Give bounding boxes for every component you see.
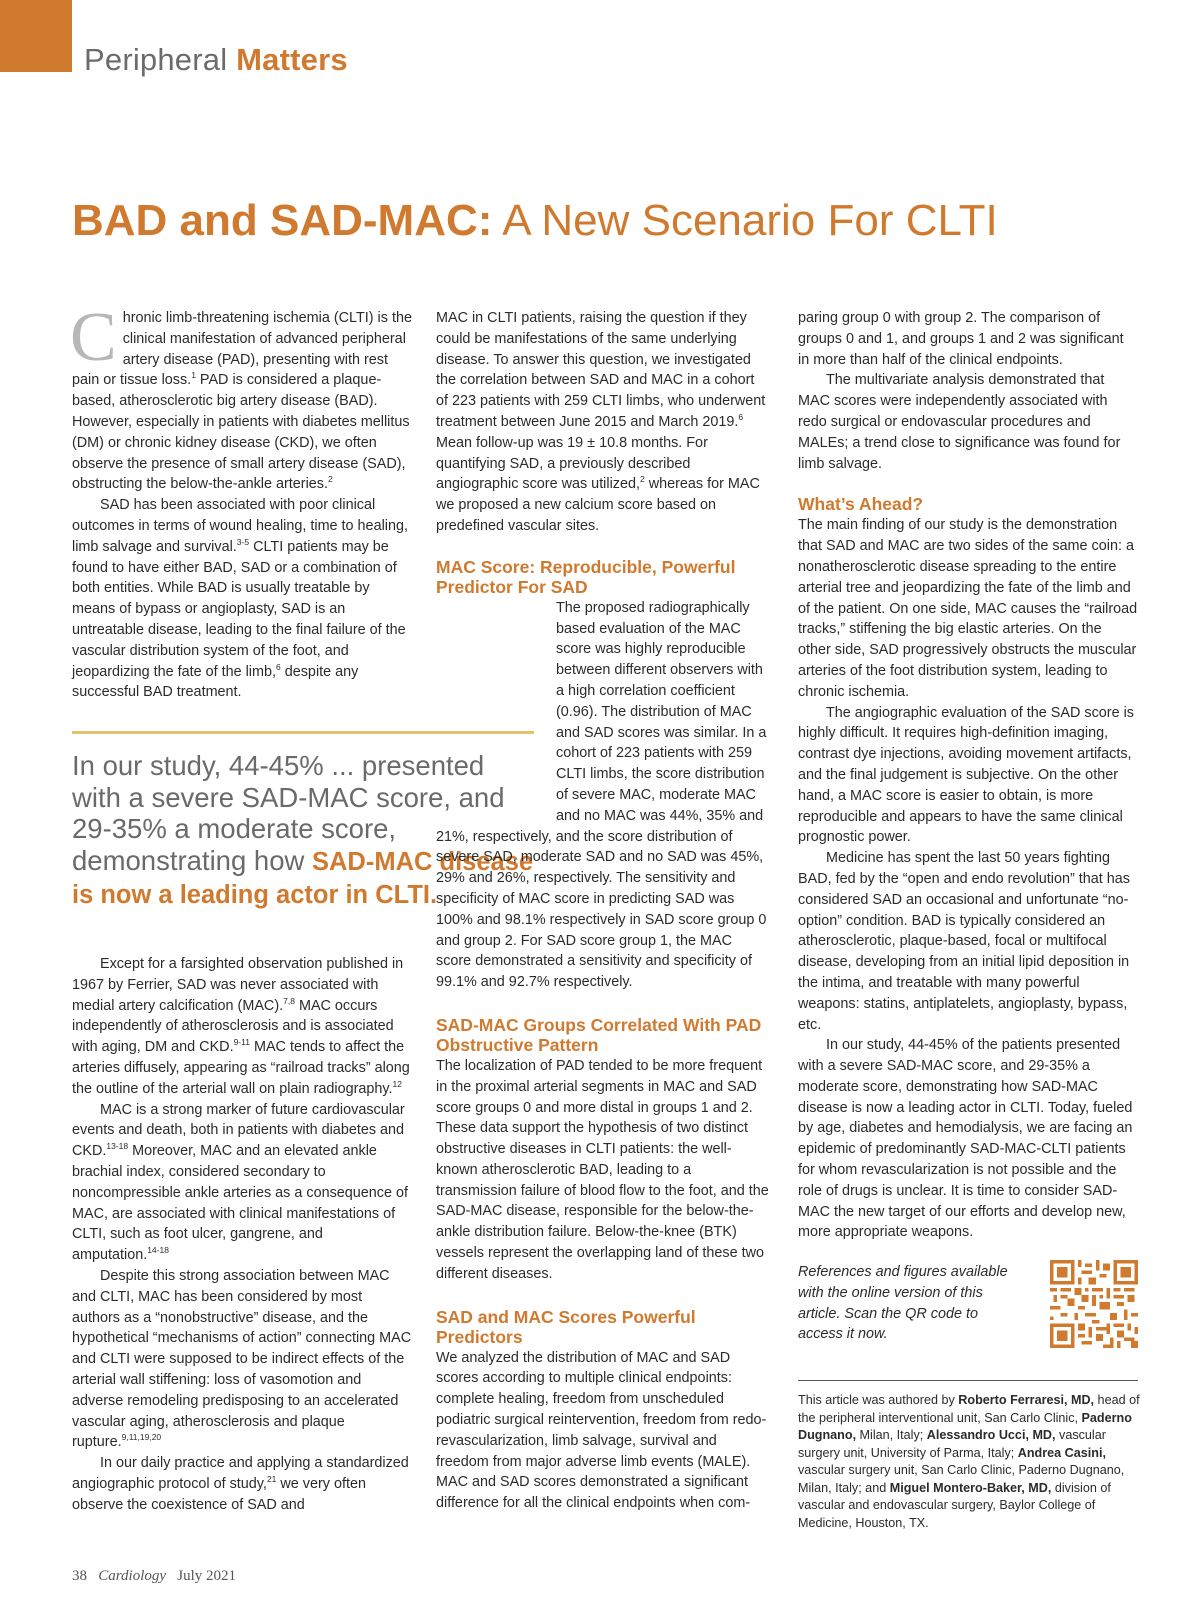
pull-quote-emphasis: SAD-MAC disease is now a leading actor in CLTI. [72, 847, 534, 909]
author-text: head of the peripheral interventional unit, San Carlo Clinic, [798, 1393, 1140, 1425]
paragraph: The angiographic evaluation of the SAD score is highly difficult. It requires high-definition imaging, contrast dye injections, avoiding movement artifacts, and the final judgement is subjective. On the other hand, a MAC score is easier to obtain, is more reproducible and appears to have the same clinical prognostic power. [798, 704, 1134, 846]
paragraph: In our daily practice and applying a standardized angiographic protocol of study,$^{21}$ we very often observe the coexistence of SAD and [72, 1455, 409, 1513]
author-name: Paderno Dugnano, [798, 1410, 1132, 1442]
author-name: Roberto Ferraresi, MD, [958, 1393, 1095, 1407]
qr-code-icon[interactable] [1050, 1260, 1138, 1348]
issue-date: July 2021 [177, 1568, 237, 1584]
author-divider [798, 1380, 1138, 1381]
paragraph: The multivariate analysis demonstrated that MAC scores were independently associated with redo surgical or endovascular procedures and MALEs; a trend close to significance was found for limb salvage. [798, 372, 1121, 472]
author-text: vascular surgery unit, University of Parma, Italy; [798, 1428, 1106, 1460]
article-title [72, 196, 998, 246]
paragraph: Except for a farsighted observation published in 1967 by Ferrier, SAD was never associated with medial artery calcification (MAC).$^{7,8}$ MAC occurs independently of atherosclerosis and is associated with aging, DM and CKD.$^{9-11}$ MAC tends to affect the arteries diffusely, appearing as “railroad tracks” along the outline of the arterial wall on plain radiography.$^{12}$ [72, 956, 410, 1097]
paragraph: The localization of PAD tended to be more frequent in the proximal arterial segments in MAC and SAD score groups 0 and more distal in groups 1 and 2. These data support the hypothesis of two distinct obstructive diseases in CLTI patients: the well-known atherosclerotic BAD, leading to a transmission failure of blood flow to the foot, and the SAD-MAC disease, responsible for the below-the-ankle distribution failure. Below-the-knee (BTK) vessels represent the overlapping land of these two different diseases. [436, 1057, 769, 1282]
paragraph: The proposed radiographically based evaluation of the MAC score was highly reproducible between different observers with a high correlation coefficient (0.96). The distribution of MAC and SAD scores was similar. In a cohort of 223 patients with 259 CLTI limbs, the score distribution of severe MAC, moderate MAC and no MAC was 44%, 35% and 21%, respectively, and the score distribution of severe SAD, moderate SAD and no SAD was 45%, 29% and 26%, respectively. The sensitivity and specificity of MAC score in predicting SAD was 100% and 98.1% respectively in SAD score group 0 and group 2. For SAD score group 1, the MAC score demonstrated a sensitivity and specificity of 99.1% and 92.7% respectively. [436, 599, 767, 991]
magazine-name: Cardiology [98, 1568, 167, 1584]
paragraph: Chronic limb-threatening ischemia (CLTI) is the clinical manifestation of advanced peripheral artery disease (PAD), presenting with rest pain or tissue loss.$^1$ PAD is considered a plaque-based, atherosclerotic big artery disease (BAD). However, especially in patients with diabetes mellitus (DM) or chronic kidney disease (CKD), we often observe the presence of small artery disease (SAD), obstructing the below-the-ankle arteries.$^2$ [70, 299, 412, 493]
paragraph: MAC is a strong marker of future cardiovascular events and death, both in patients with diabetes and CKD.$^{13-18}$ Moreover, MAC and an elevated ankle brachial index, considered secondary to noncompressible ankle arteries as a consequence of MAC, are associated with clinical manifestations of CLTI, such as foot ulcer, gangrene, and amputation.$^{14-18}$ [72, 1101, 408, 1264]
paragraph: MAC in CLTI patients, raising the question if they could be manifestations of the same underlying disease. To answer this question, we investigated the correlation between SAD and MAC in a cohort of 223 patients with 259 CLTI limbs, who underwent treatment between June 2015 and March 2019.$^6$ Mean follow-up was 19 ± 10.8 months. For quantifying SAD, a previously described angiographic score was utilized,$^2$ whereas for MAC we proposed a new calcium score based on predefined vascular sites. [436, 310, 766, 534]
page-number: 38 [72, 1568, 87, 1584]
paragraph: SAD has been associated with poor clinical outcomes in terms of wound healing, time to healing, limb salvage and survival.$^{3-5}$ CLTI patients may be found to have either BAD, SAD or a combination of both entities. While BAD is usually treatable by means of bypass or angioplasty, SAD is an untreatable disease, leading to the final failure of the vascular distribution system of the foot, and jeopardizing the fate of the limb,$^6$ despite any successful BAD treatment. [72, 497, 408, 701]
title-bold: BAD and SAD-MAC: [72, 196, 493, 245]
paragraph: We analyzed the distribution of MAC and SAD scores according to multiple clinical endpoints: complete healing, freedom from unscheduled podiatric surgical reintervention, freedom from redo-revascularization, limb salvage, survival and freedom from major adverse limb events (MALE). MAC and SAD scores demonstrated a significant difference for all the clinical endpoints when com- [436, 1349, 767, 1512]
pull-quote-wrap-space [436, 598, 556, 826]
title-light: A New Scenario For CLTI [502, 196, 998, 245]
section-color-tab [0, 0, 72, 72]
author-name: Alessandro Ucci, MD, [926, 1428, 1056, 1442]
pull-quote-text: In our study, 44-45% ... presented with a severe SAD-MAC score, and 29-35% a moderate score, demonstrating how [72, 750, 505, 876]
author-text: Milan, Italy; [856, 1428, 927, 1442]
paragraph: Medicine has spent the last 50 years fighting BAD, fed by the “open and endo revolution” that has considered SAD an occasional and unfortunate “no-option” condition. BAD is typically considered an atherosclerotic, plaque-based, focal or multifocal disease, developing from an initial lipid deposition in the intima, and treatable with many powerful weapons: statins, antiplatelets, angioplasty, bypass, etc. [798, 850, 1131, 1033]
author-name: Andrea Casini, [1017, 1445, 1106, 1460]
author-text: This article was authored by [798, 1393, 959, 1407]
subheading: MAC Score: Reproducible, Powerful Predictor For SAD [436, 556, 736, 597]
drop-cap: C [70, 299, 117, 376]
section-header-light: Peripheral [84, 42, 228, 77]
column-1-bottom [72, 954, 412, 1516]
section-header [84, 42, 348, 78]
author-text: division of vascular and endovascular surgery, Baylor College of Medicine, Houston, TX. [798, 1480, 1111, 1530]
author-name: Miguel Montero-Baker, MD, [889, 1480, 1052, 1495]
references-note: References and figures available with the online version of this article. Scan the QR code to access it now. [798, 1264, 1008, 1343]
paragraph: The main finding of our study is the demonstration that SAD and MAC are two sides of the same coin: a nonatherosclerotic disease spreading to the entire arterial tree and jeopardizing the fate of the limb and of the patient. On one side, MAC causes the “railroad tracks,” stiffening the big elastic arteries. On the other side, SAD progressively obstructs the muscular arteries of the foot distribution system, leading to chronic ischemia. [798, 517, 1138, 700]
author-bio [798, 1392, 1140, 1532]
paragraph: Despite this strong association between MAC and CLTI, MAC has been considered by most authors as a “nonobstructive” disease, and the hypothetical “mechanisms of action” connecting MAC and CLTI were supposed to be indirect effects of the arterial wall stiffening: loss of vasomotion and adverse remodeling predisposing to an accelerated vascular aging, atherosclerosis and plaque rupture.$^{9,11,19,20}$ [72, 1267, 412, 1451]
page-footer [72, 1568, 236, 1585]
paragraph: paring group 0 with group 2. The comparison of groups 0 and 1, and groups 1 and 2 was significant in more than half of the clinical endpoints. [798, 310, 1124, 368]
subheading: What’s Ahead? [798, 494, 924, 515]
paragraph: In our study, 44-45% of the patients presented with a severe SAD-MAC score, and 29-35% a moderate score, demonstrating how SAD-MAC disease is now a leading actor in CLTI. Today, fueled by age, diabetes and hemodialysis, we are facing an epidemic of predominantly SAD-MAC-CLTI patients for whom revascularization is not possible and the role of drugs is unclear. It is time to consider SAD-MAC the new target of our efforts and develop new, more appropriate weapons. [798, 1037, 1133, 1241]
column-1-top [70, 299, 412, 703]
subheading: SAD and MAC Scores Powerful Predictors [436, 1306, 696, 1347]
author-text: vascular surgery unit, San Carlo Clinic, Paderno Dugnano, Milan, Italy; and [798, 1463, 1125, 1495]
column-3 [798, 308, 1138, 1243]
column-2 [436, 308, 770, 1514]
section-header-bold: Matters [236, 42, 348, 77]
subheading: SAD-MAC Groups Correlated With PAD Obstructive Pattern [436, 1014, 762, 1055]
